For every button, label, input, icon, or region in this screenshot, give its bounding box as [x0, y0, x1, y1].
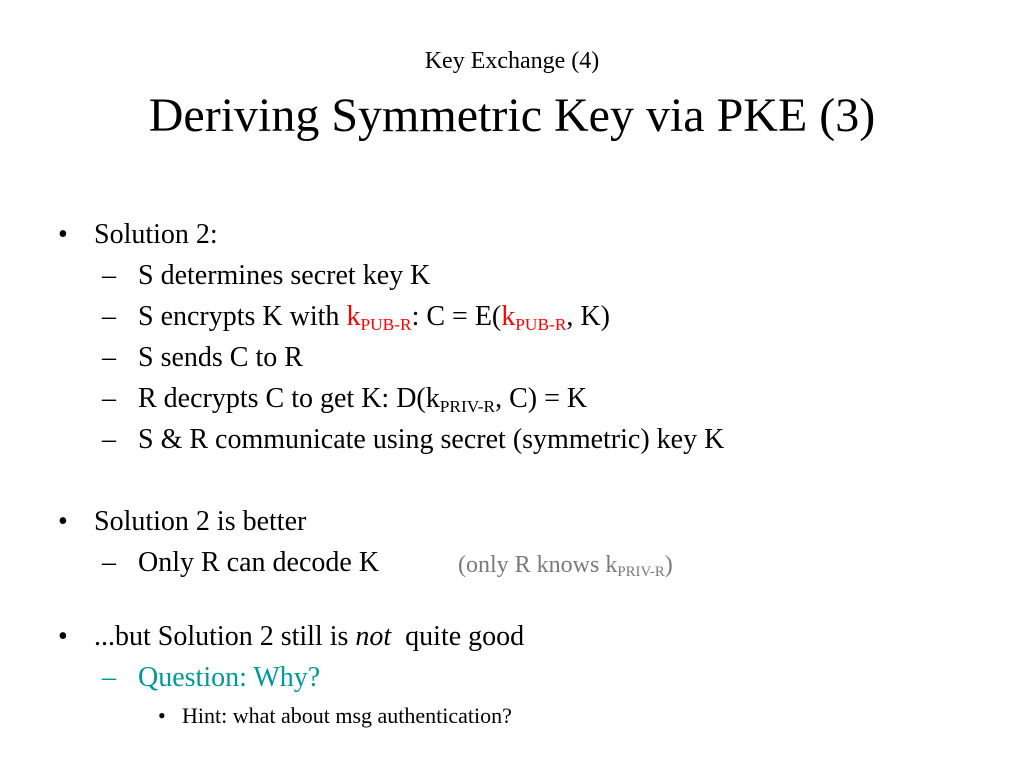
bullet-marker: •: [58, 219, 68, 250]
dash-marker: –: [102, 547, 116, 578]
note-only-r-knows: (only R knows $k_{PRIV-R}$): [458, 552, 673, 581]
k-pub-r-highlight: $k_{PUB-R}$: [346, 301, 412, 334]
bullet-marker-small: •: [158, 703, 166, 728]
dash-marker: –: [102, 383, 116, 414]
point-solution-2-better: Solution 2 is better: [94, 506, 307, 537]
bullet-marker: •: [58, 506, 68, 537]
slide-subtitle: Key Exchange (4): [424, 48, 600, 74]
subpoint-communicate: S & R communicate using secret (symmetric) key K: [138, 424, 725, 455]
dash-marker: –: [102, 424, 116, 455]
dash-marker: –: [102, 342, 116, 373]
hint-msg-authentication: Hint: what about msg authentication?: [182, 703, 512, 728]
dash-marker: –: [102, 662, 116, 693]
slide-title: Deriving Symmetric Key via PKE (3): [148, 89, 876, 142]
bullet-marker: •: [58, 621, 68, 652]
point-solution-2: Solution 2:: [94, 219, 218, 250]
subpoint-decrypts-c: R decrypts C to get K: $D(k_{PRIV-R}$, C) = K: [138, 383, 588, 416]
emphasis-not: not: [355, 621, 392, 652]
dash-marker: –: [102, 301, 116, 332]
subpoint-encrypts-key: S encrypts K with $k_{PUB-R}$: $C = E(k_{PUB-R}$, K): [138, 301, 610, 334]
subpoint-question-why: Question: Why?: [138, 662, 321, 693]
dash-marker: –: [102, 260, 116, 291]
point-not-quite-good: ...but Solution 2 still is not quite good: [94, 621, 525, 652]
k-pub-r-highlight: $k_{PUB-R}$: [501, 301, 567, 334]
subpoint-determines-key: S determines secret key K: [138, 260, 431, 291]
subpoint-only-r-decodes: Only R can decode K: [138, 547, 380, 578]
subpoint-sends-c: S sends C to R: [138, 342, 303, 373]
